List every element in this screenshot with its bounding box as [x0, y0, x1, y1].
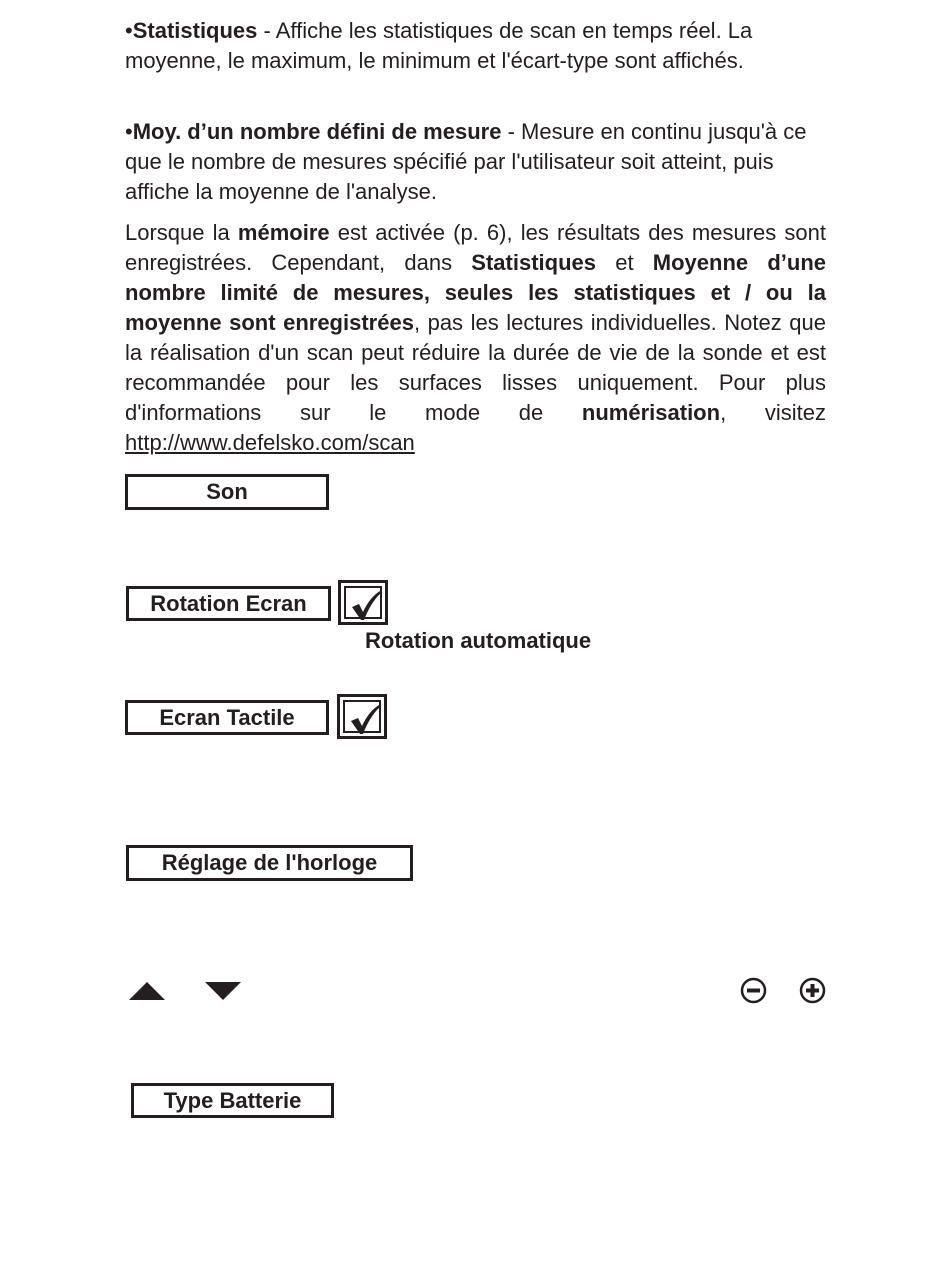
check-icon — [347, 587, 383, 623]
term-moyenne: Moy. d’un nombre défini de mesure — [132, 119, 502, 144]
defelsko-scan-link[interactable]: http://www.defelsko.com/scan — [125, 430, 415, 455]
minus-circle-icon[interactable] — [740, 977, 767, 1004]
check-icon — [346, 701, 382, 737]
triangle-down-icon[interactable] — [204, 981, 242, 1001]
menu-item-reglage-horloge[interactable]: Réglage de l'horloge — [126, 845, 413, 881]
touch-checkbox[interactable] — [337, 694, 387, 739]
rotation-caption: Rotation automatique — [365, 628, 592, 653]
description: - Affiche les statistiques de scan en temps réel. La moyenne, le maximum, le minimum et l'écart-type sont affichés. — [125, 18, 753, 73]
text-segment: et — [596, 250, 653, 275]
paragraph-moyenne — [125, 117, 826, 207]
rotation-checkbox[interactable] — [338, 580, 388, 625]
term-statistiques: Statistiques — [132, 18, 258, 43]
bold-moyenne: Moyenne d’une nombre limité de mesures, seules les statistiques et / ou la moyenne sont enregistrées — [125, 250, 827, 335]
text-segment: Lorsque la — [125, 220, 238, 245]
text-segment: , visitez — [720, 400, 826, 425]
menu-item-type-batterie[interactable]: Type Batterie — [131, 1083, 334, 1118]
menu-item-rotation-ecran[interactable]: Rotation Ecran — [126, 586, 331, 621]
menu-item-ecran-tactile[interactable]: Ecran Tactile — [125, 700, 329, 735]
bullet: • — [125, 18, 133, 43]
text-segment: est activée (p. 6), les résultats des mesures sont enregistrées. Cependant, dans — [125, 220, 827, 275]
description: - Mesure en continu jusqu'à ce que le nombre de mesures spécifié par l'utilisateur soit atteint, puis affiche la moyenne de l'analyse. — [125, 119, 807, 204]
text-segment: , pas les lectures individuelles. Notez que la réalisation d'un scan peut réduire la durée de vie de la sonde et est recommandée pour les surfaces lisses uniquement. Pour plus d'informations sur le mode de — [125, 310, 826, 425]
bold-statistiques: Statistiques — [471, 250, 596, 275]
bold-numerisation: numérisation — [581, 400, 721, 425]
bold-memoire: mémoire — [237, 220, 330, 245]
paragraph-statistiques — [125, 16, 826, 76]
plus-circle-icon[interactable] — [799, 977, 826, 1004]
triangle-up-icon[interactable] — [128, 981, 166, 1001]
bullet: • — [125, 119, 133, 144]
paragraph-memoire — [125, 218, 826, 458]
menu-item-son[interactable]: Son — [125, 474, 329, 510]
